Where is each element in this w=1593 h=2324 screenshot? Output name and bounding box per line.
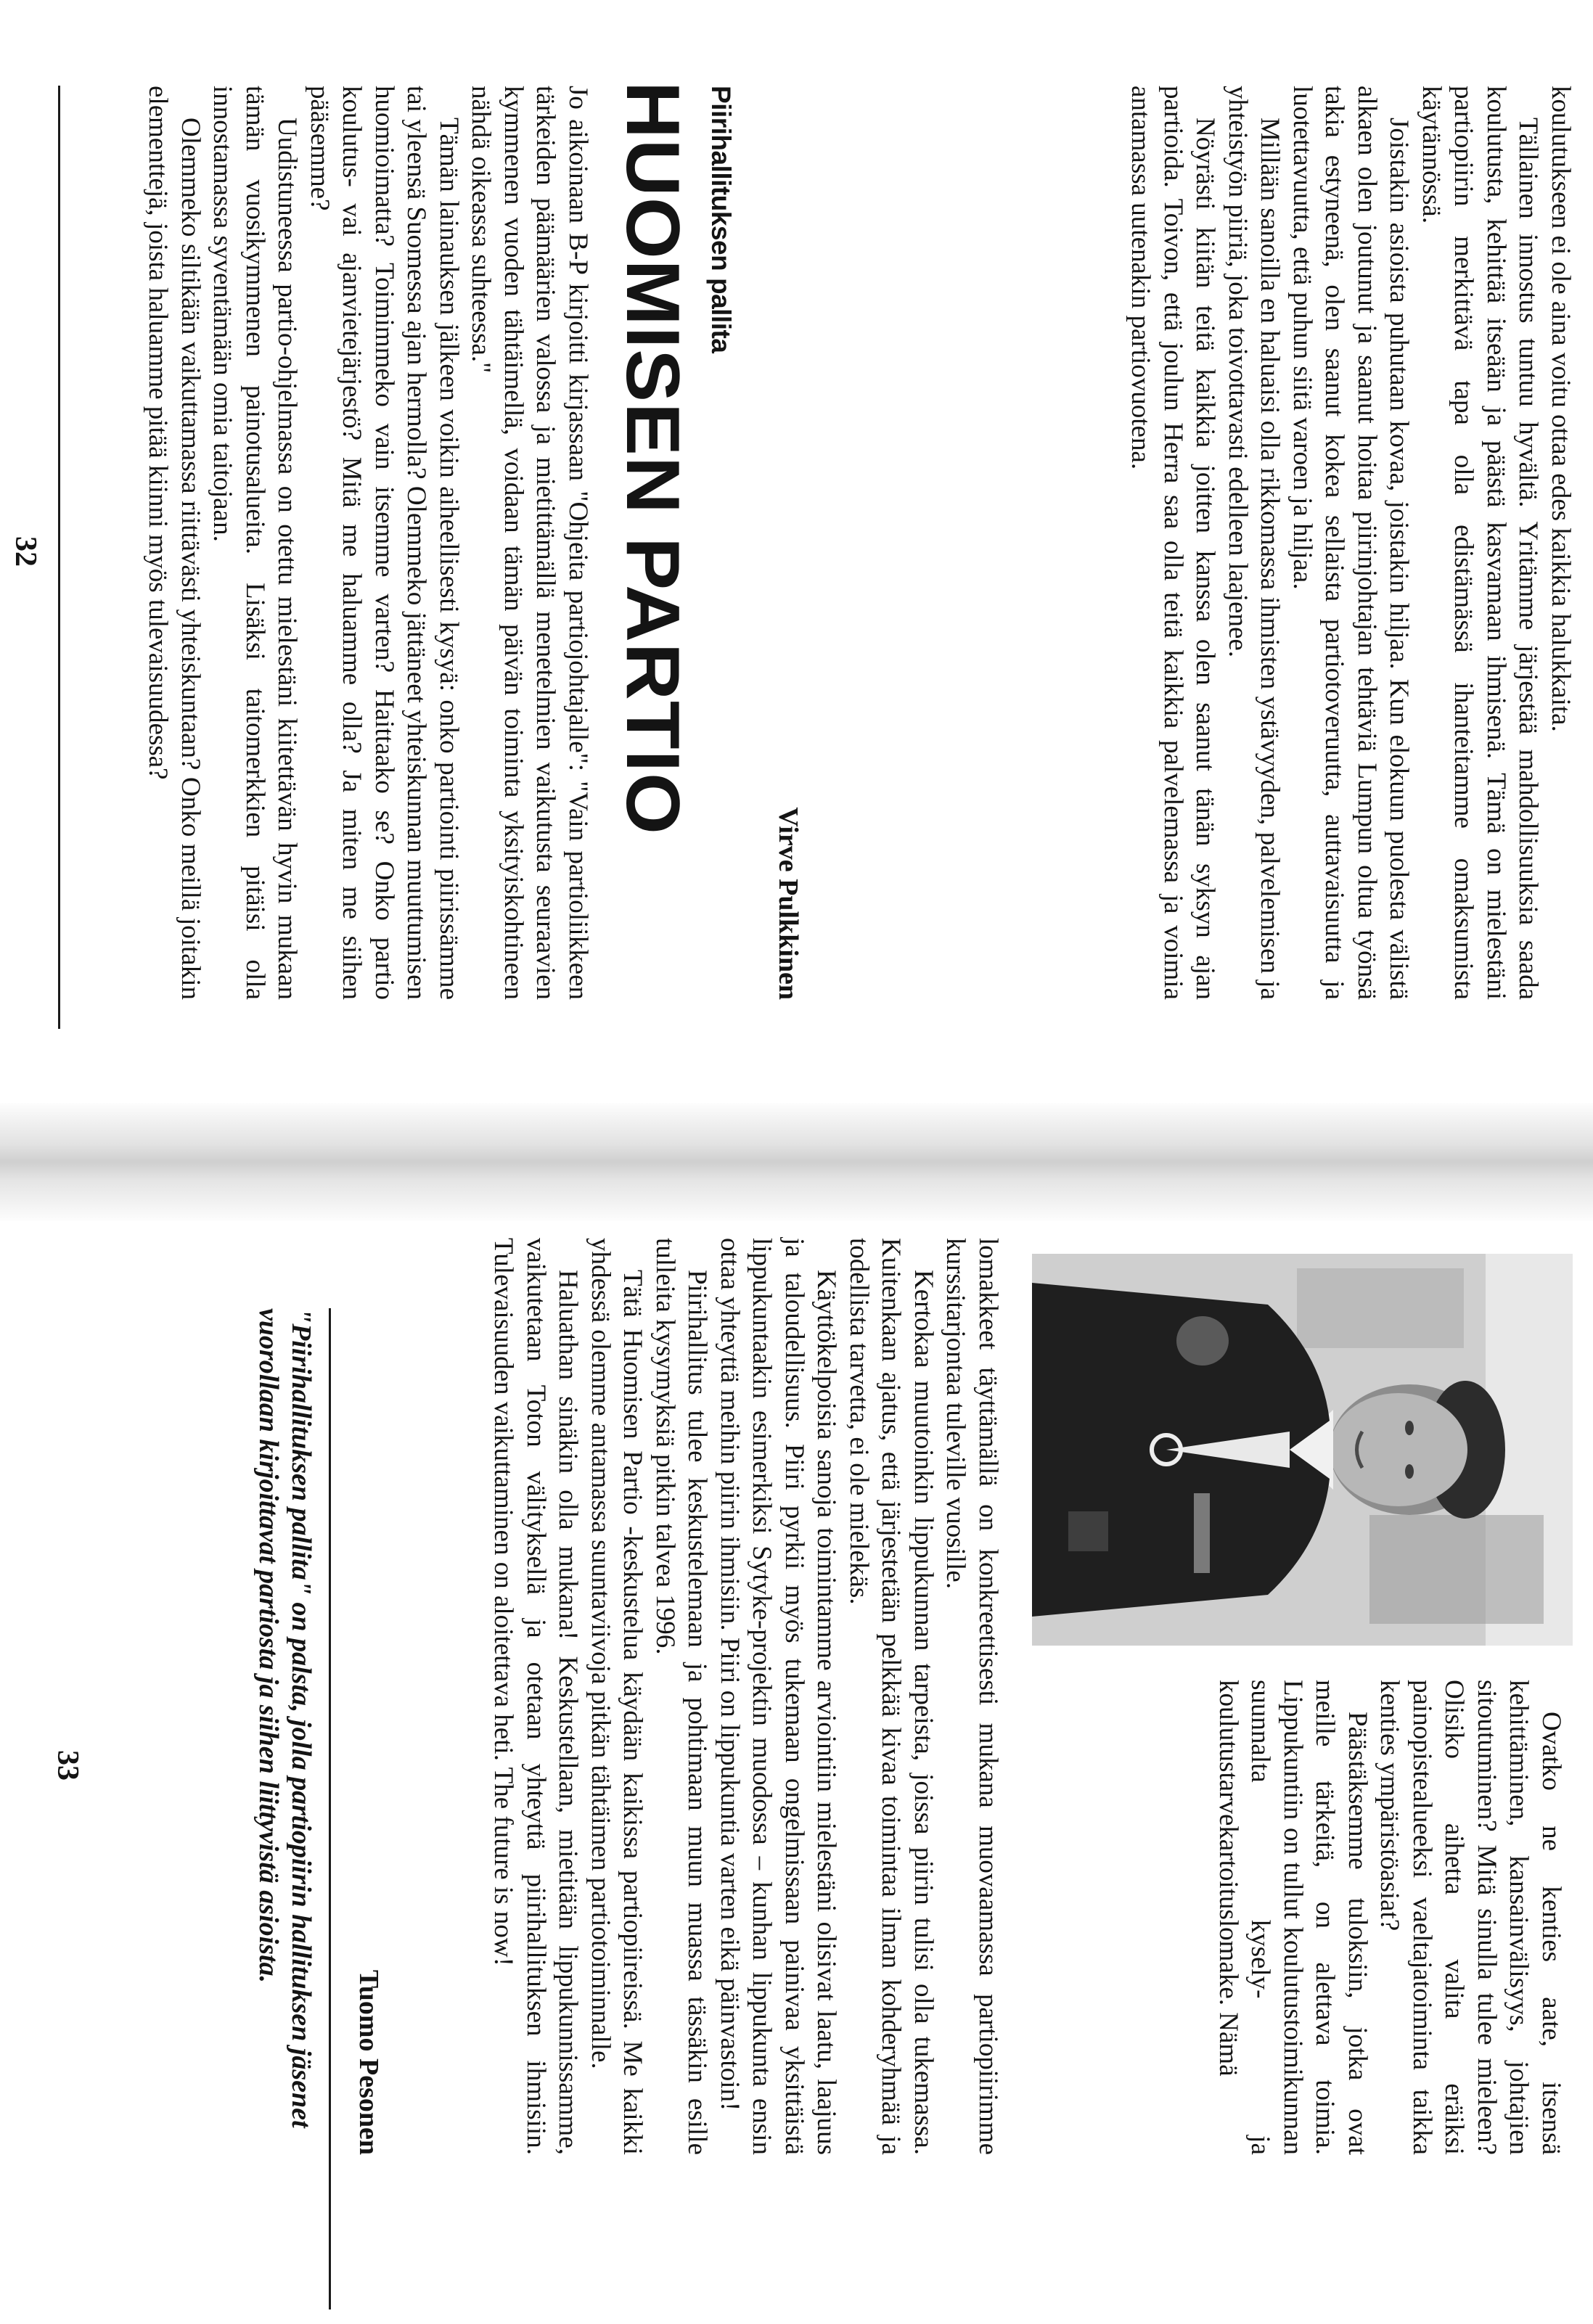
paragraph: Olemmeko siltikään vaikuttamassa riittävästi yhteiskuntaan? Onko meillä joitakin elementtejä, joista haluamme pitää kiinni myös tulevaisuudessa?: [143, 86, 205, 1000]
page-number: 32: [9, 536, 42, 567]
paragraph: Käyttökelpoisia sanoja toimintamme arviointiin mielestäni olisivat laatu, laajuus ja taloudellisuus. Piiri pyrkii myös tukemaan ongelmissaan painivaa yksittäistä lippukuntaakin esimerkiksi Sytyke-projektin muodossa – kunhan lippukunta ensin ottaa yhteyttä meihin piirin ihmisiin. Piiri on lippukuntia varten eikä päinvastoin!: [715, 1238, 842, 2155]
paragraph: Joistakin asioista puhutaan kovaa, joistakin hiljaa. Kun elokuun puolesta välistä alkaen olen joutunut ja saanut hoitaa piirinjohtajan tehtäviä Lumpun oltua työnsä takia estyneenä, olen saanut kokea sellaista partiotoveruutta, auttavaisuutta ja luotettavuutta, että puhun siitä varoen ja hiljaa.: [1287, 86, 1414, 1000]
paragraph: Nöyrästi kiitän teitä kaikkia joitten kanssa olen saanut tänän syksyn ajan partioida. Toivon, että joulun Herra saa olla teitä kaikkia palvelemassa ja voimia antamassa uutenakin partiovuotena.: [1126, 86, 1221, 1000]
book-gutter-shadow: [0, 1103, 1593, 1221]
paragraph: Tämän lainauksen jälkeen voikin aiheellisesti kysyä: onko partiointi piirissämme tai yleensä Suomessa ajan hermolla? Olemmeko jättäneet yhteiskunnan muuttumisen huomioimatta? Toimimmeko vain itsemme varten? Haittaako se? Onko partio koulutus- vai ajanvietejärjestö? Mitä me haluamme olla? Ja miten me siihen pääsemme?: [305, 86, 464, 1000]
page-32: [0, 0, 1593, 1103]
paragraph: Tällainen innostus tuntuu hyvältä. Yritämme järjestää mahdollisuuksia saada koulutusta, kehittää itseään ja päästä kasvamaan ihmisenä. Tämä on mielestäni partiopiirin merkittävä tapa olla edistämässä ihanteitamme omaksumista käytännössä.: [1417, 86, 1544, 1000]
article-continuation: [1124, 86, 1576, 1000]
article-body-narrow: [1212, 1680, 1568, 2155]
article-body-full: [487, 1238, 1004, 2155]
page-33: [0, 1221, 1593, 2324]
paragraph: Tätä Huomisen Partio -keskustelua käydään kaikissa partiopiireissä. Me kaikki yhdessä olemme antamassa suuntaviivoja pitkän tähtäimen partiotoiminnalle.: [586, 1238, 648, 2155]
portrait-photo: [1032, 1254, 1573, 1646]
page-number: 33: [51, 1750, 84, 1781]
article-title: HUOMISEN PARTIO: [610, 81, 695, 836]
paragraph: Piirihallitus tulee keskustelemaan ja pohtimaan muun muassa tässäkin esille tulleita kysymyksiä pitkin talvea 1996.: [650, 1238, 713, 2155]
paragraph: Kertokaa muutoinkin lippukunnan tarpeista, joissa piirin tulisi olla tukemassa. Kuitenkaan ajatus, että järjestetään pelkkää kivaa toimintaa ilman kohderyhmää ja todellista tarvetta, ei ole mielekäs.: [844, 1238, 938, 2155]
column-footnote: "Piirihallituksen pallita" on palsta, jolla partiopiirin hallituksen jäsenet vuorollaan kirjoittavat partiosta ja siihen liittyvistä asioista.: [253, 1308, 316, 2128]
paragraph: Millään sanoilla en haluaisi olla rikkomassa ihmisten ystävyyden, palvelemisen ja yhteistyön piiriä, joka toivottavasti edelleen laajenee.: [1223, 86, 1285, 1000]
footer-rule: [329, 1308, 331, 2309]
paragraph: koulutukseen ei ole aina voitu ottaa edes kaikkia halukkaita.: [1546, 86, 1576, 732]
paragraph: Päästäksemme tuloksiin, jotka ovat meille tärkeitä, on alettava toimia. Lippukuntiin on tullut koulutustoimikunnan suunnalta kysely- ja koulutustarvekartoituslomake. Nämä: [1213, 1680, 1372, 2155]
footer-rule: [58, 86, 60, 1029]
column-kicker: Piirihallituksen pallita: [706, 86, 736, 353]
paragraph: Jo aikoinaan B-P kirjoitti kirjassaan "Ohjeita partiojohtajalle": "Vain partioliikkeen tärkeiden päämäärien valossa ja mietittämällä menetelmien vaikutusta seuraavien kymmenen vuoden tähtäimellä, voidaan tämän päivän toiminta yksityiskohtineen nähdä oikeassa suhteessa.": [466, 86, 593, 1000]
author-signature: Tuomo Pesonen: [353, 1969, 384, 2155]
author-signature: Virve Pulkkinen: [773, 807, 803, 1000]
article-body: [142, 86, 594, 1000]
paragraph: lomakkeet täyttämällä on konkreettisesti mukana muovaamassa partiopiirimme kurssitarjontaa tuleville vuosille.: [941, 1238, 1003, 2155]
paragraph: Haluathan sinäkin olla mukana! Keskustellaan, mietitään lippukunnissamme, vaikutetaan Toton välityksellä ja otetaan yhteyttä piirihallituksen ihmisiin. Tulevaisuuden vaikuttaminen on aloitettava heti. The future is now!: [488, 1238, 583, 2155]
paragraph: Ovatko ne kenties aate, itsensä kehittäminen, kansainvälisyys, johtajien sitoutuminen? Mitä sinulla tulee mieleen? Olisiko aihetta valita eräiksi painopistealueeksi vaeltajatoiminta taikka kenties ympäristöasiat?: [1375, 1680, 1566, 2155]
paragraph: Uudistuneessa partio-ohjelmassa on otettu mielestäni kiitettävän hyvin mukaan tämän vuosikymmenen painotusalueita. Lisäksi taitomerkkien pitäisi olla innostamassa syventämään omia taitojaan.: [208, 86, 303, 1000]
portrait-photo-icon: [1032, 1254, 1573, 1646]
